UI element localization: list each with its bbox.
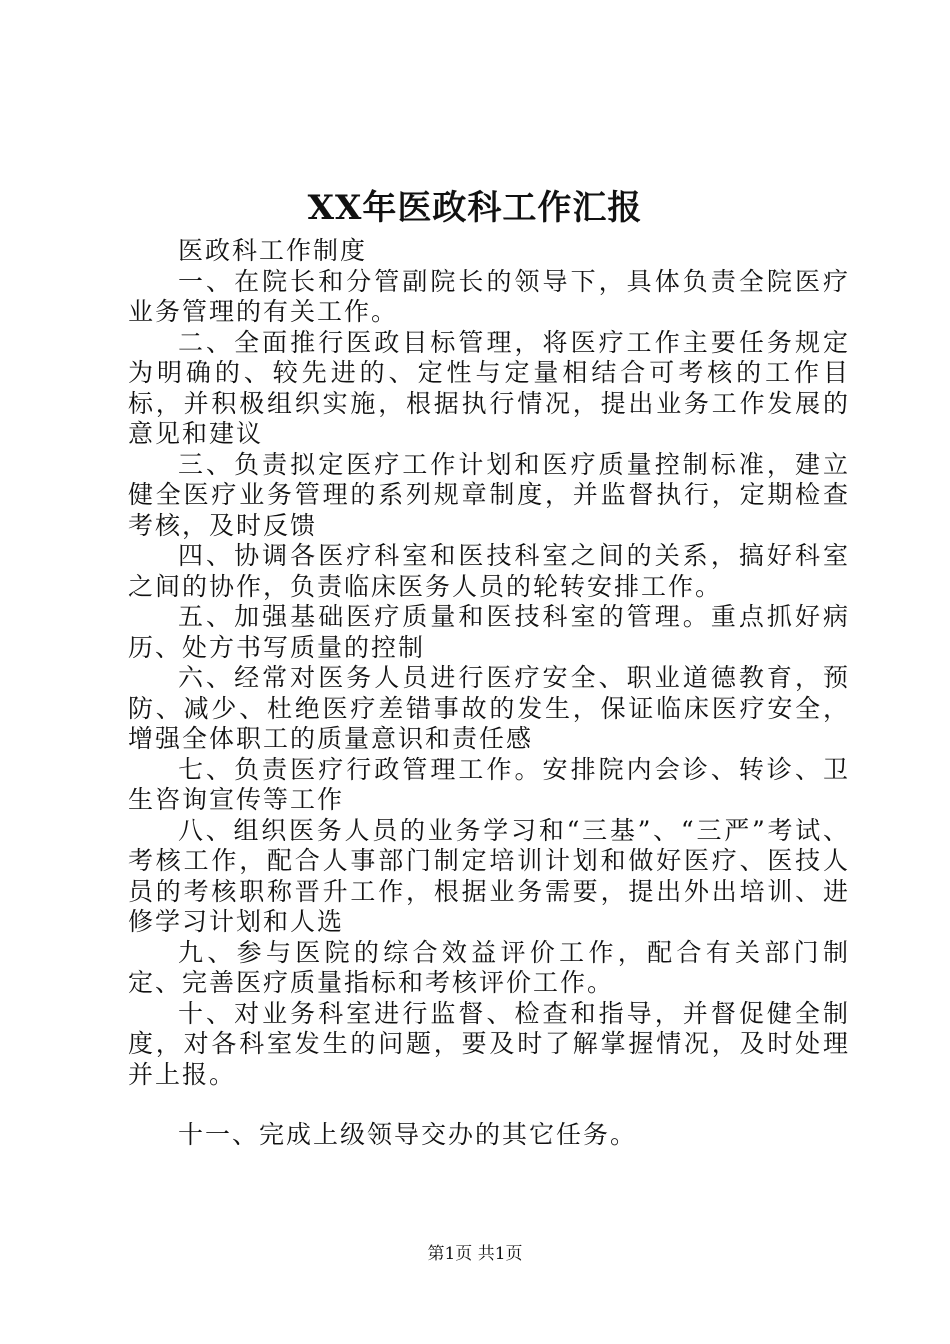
paragraph-item-11: 十一、完成上级领导交办的其它任务。 — [178, 1120, 638, 1149]
document-body — [128, 236, 850, 1151]
document-title: XX年医政科工作汇报 — [307, 188, 643, 228]
paragraph-item-2: 二、全面推行医政目标管理，将医疗工作主要任务规定为明确的、较先进的、定性与定量相结合可考核的工作目标，并积极组织实施，根据执行情况，提出业务工作发展的意见和建议 — [128, 327, 850, 448]
paragraph-item-6: 六、经常对医务人员进行医疗安全、职业道德教育，预防、减少、杜绝医疗差错事故的发生，保证临床医疗安全，增强全体职工的质量意识和责任感 — [128, 663, 850, 753]
paragraph-spacer — [128, 1090, 850, 1120]
paragraph-item-3: 三、负责拟定医疗工作计划和医疗质量控制标准，建立健全医疗业务管理的系列规章制度，并监督执行，定期检查考核，及时反馈 — [128, 449, 850, 540]
page-footer: 第1页 共1页 — [427, 1244, 523, 1264]
paragraph-item-8: 八、组织医务人员的业务学习和“三基”、“三严”考试、考核工作，配合人事部门制定培训计划和做好医疗、医技人员的考核职称晋升工作，根据业务需要，提出外出培训、进修学习计划和人选 — [128, 815, 851, 936]
paragraph-item-9: 九、参与医院的综合效益评价工作，配合有关部门制定、完善医疗质量指标和考核评价工作。 — [128, 937, 850, 997]
paragraph-heading: 医政科工作制度 — [178, 236, 368, 265]
paragraph-item-4: 四、协调各医疗科室和医技科室之间的关系，搞好科室之间的协作，负责临床医务人员的轮转安排工作。 — [128, 541, 850, 601]
paragraph-item-5: 五、加强基础医疗质量和医技科室的管理。重点抓好病历、处方书写质量的控制 — [128, 602, 850, 662]
paragraph-item-10: 十、对业务科室进行监督、检查和指导，并督促健全制度，对各科室发生的问题，要及时了解掌握情况，及时处理并上报。 — [128, 998, 850, 1089]
paragraph-item-1: 一、在院长和分管副院长的领导下，具体负责全院医疗业务管理的有关工作。 — [128, 266, 850, 326]
paragraph-item-7: 七、负责医疗行政管理工作。安排院内会诊、转诊、卫生咨询宣传等工作 — [128, 754, 850, 814]
